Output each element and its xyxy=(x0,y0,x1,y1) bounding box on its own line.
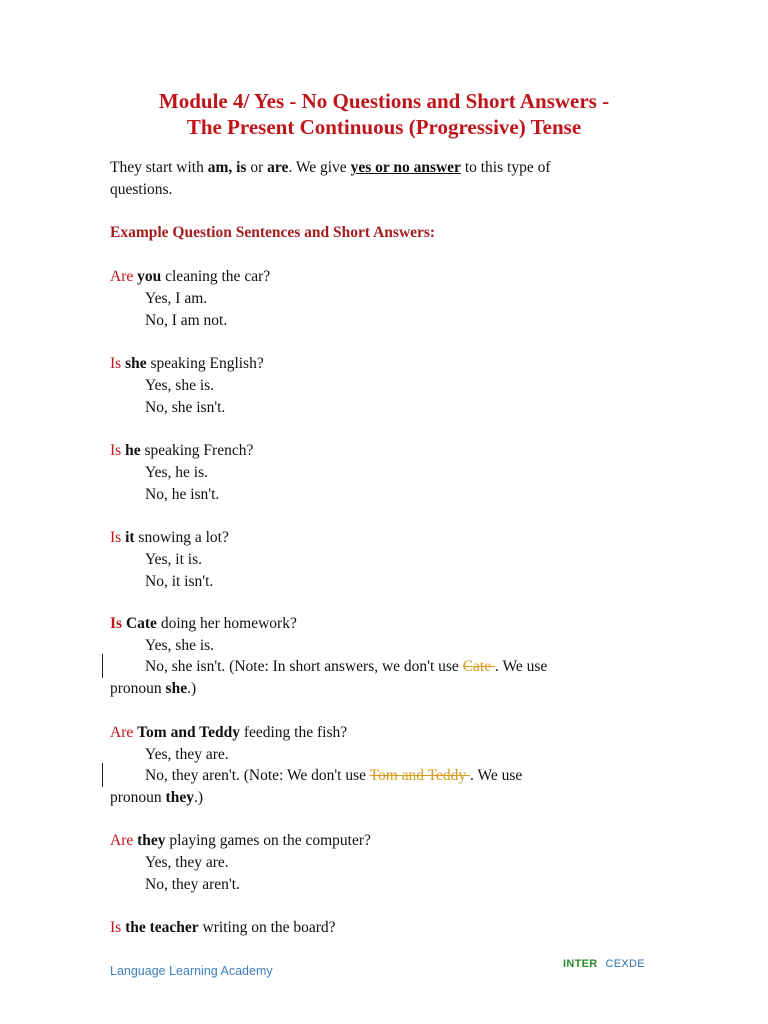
question-rest: doing her homework? xyxy=(156,615,297,632)
intro-text-3: to this type of xyxy=(460,159,551,176)
question-6 xyxy=(110,723,347,743)
question-4 xyxy=(110,528,229,548)
answer-yes-2: Yes, she is. xyxy=(145,377,215,394)
question-subject: they xyxy=(137,832,166,849)
answer-no-1: No, I am not. xyxy=(145,312,228,329)
answer-yes-5: Yes, she is. xyxy=(145,637,215,654)
answer-yes-7: Yes, they are. xyxy=(145,854,229,871)
question-rest: speaking English? xyxy=(146,355,264,372)
answer-note-cont-5 xyxy=(110,679,196,699)
struck-word: Tom and Teddy xyxy=(369,767,471,784)
answer-no-2: No, she isn't. xyxy=(145,399,226,416)
note-pronoun: they xyxy=(165,789,194,806)
question-subject: it xyxy=(125,529,135,546)
revision-mark xyxy=(102,763,103,787)
intro-yes-no-answer: yes or no answer xyxy=(350,159,461,176)
answer-note-after: . We use xyxy=(470,767,523,784)
answer-note: No, she isn't. (Note: In short answers, we don't use xyxy=(145,658,463,675)
footer-academy-name: Language Learning Academy xyxy=(110,964,273,978)
note-pronoun: she xyxy=(165,680,188,697)
question-1 xyxy=(110,267,270,287)
question-7 xyxy=(110,831,371,851)
answer-no-6 xyxy=(145,766,522,786)
footer-logo-cexde: CEXDE xyxy=(605,958,645,970)
answer-yes-6: Yes, they are. xyxy=(145,746,229,763)
answer-yes-1: Yes, I am. xyxy=(145,290,208,307)
question-verb: Is xyxy=(110,615,123,632)
note-text-end: .) xyxy=(193,789,204,806)
page-title-line-2: The Present Continuous (Progressive) Tense xyxy=(186,115,582,139)
page-title-line-1: Module 4/ Yes - No Questions and Short Answers - xyxy=(158,89,610,113)
question-subject: he xyxy=(125,442,141,459)
note-text-end: .) xyxy=(187,680,197,697)
note-text: pronoun xyxy=(110,789,166,806)
question-rest: cleaning the car? xyxy=(161,268,271,285)
answer-note: No, they aren't. (Note: We don't use xyxy=(145,767,370,784)
note-text: pronoun xyxy=(110,680,166,697)
answer-no-5 xyxy=(145,657,547,677)
question-rest: snowing a lot? xyxy=(134,529,229,546)
revision-mark xyxy=(102,654,103,678)
footer-logo xyxy=(563,958,645,970)
answer-no-4: No, it isn't. xyxy=(145,573,214,590)
question-subject: you xyxy=(137,268,162,285)
answer-no-3: No, he isn't. xyxy=(145,486,220,503)
answer-yes-4: Yes, it is. xyxy=(145,551,203,568)
intro-text: They start with xyxy=(110,159,208,176)
question-verb: Is xyxy=(110,529,122,546)
footer-logo-inter: INTER xyxy=(563,958,598,970)
question-verb: Is xyxy=(110,442,122,459)
question-rest: speaking French? xyxy=(140,442,254,459)
question-verb: Are xyxy=(110,832,134,849)
question-verb: Is xyxy=(110,919,122,936)
intro-line-1 xyxy=(110,158,551,178)
struck-word: Cate xyxy=(462,658,495,675)
question-rest: playing games on the computer? xyxy=(165,832,371,849)
question-3 xyxy=(110,441,253,461)
question-subject: Tom and Teddy xyxy=(137,724,240,741)
question-verb: Are xyxy=(110,724,134,741)
intro-am-is: am, is xyxy=(207,159,247,176)
question-subject: she xyxy=(125,355,147,372)
intro-are: are xyxy=(267,159,289,176)
answer-note-cont-6 xyxy=(110,788,203,808)
question-rest: feeding the fish? xyxy=(239,724,348,741)
question-5 xyxy=(110,614,297,634)
question-8 xyxy=(110,918,336,938)
question-verb: Is xyxy=(110,355,122,372)
answer-yes-3: Yes, he is. xyxy=(145,464,209,481)
question-verb: Are xyxy=(110,268,134,285)
intro-line-2: questions. xyxy=(110,181,173,198)
question-2 xyxy=(110,354,264,374)
intro-text-2: . We give xyxy=(288,159,351,176)
question-subject: the teacher xyxy=(125,919,199,936)
answer-note-after: . We use xyxy=(494,658,548,675)
intro-or: or xyxy=(246,159,268,176)
question-subject: Cate xyxy=(125,615,157,632)
section-heading: Example Question Sentences and Short Answers: xyxy=(110,224,436,241)
question-rest: writing on the board? xyxy=(198,919,336,936)
answer-no-7: No, they aren't. xyxy=(145,876,240,893)
